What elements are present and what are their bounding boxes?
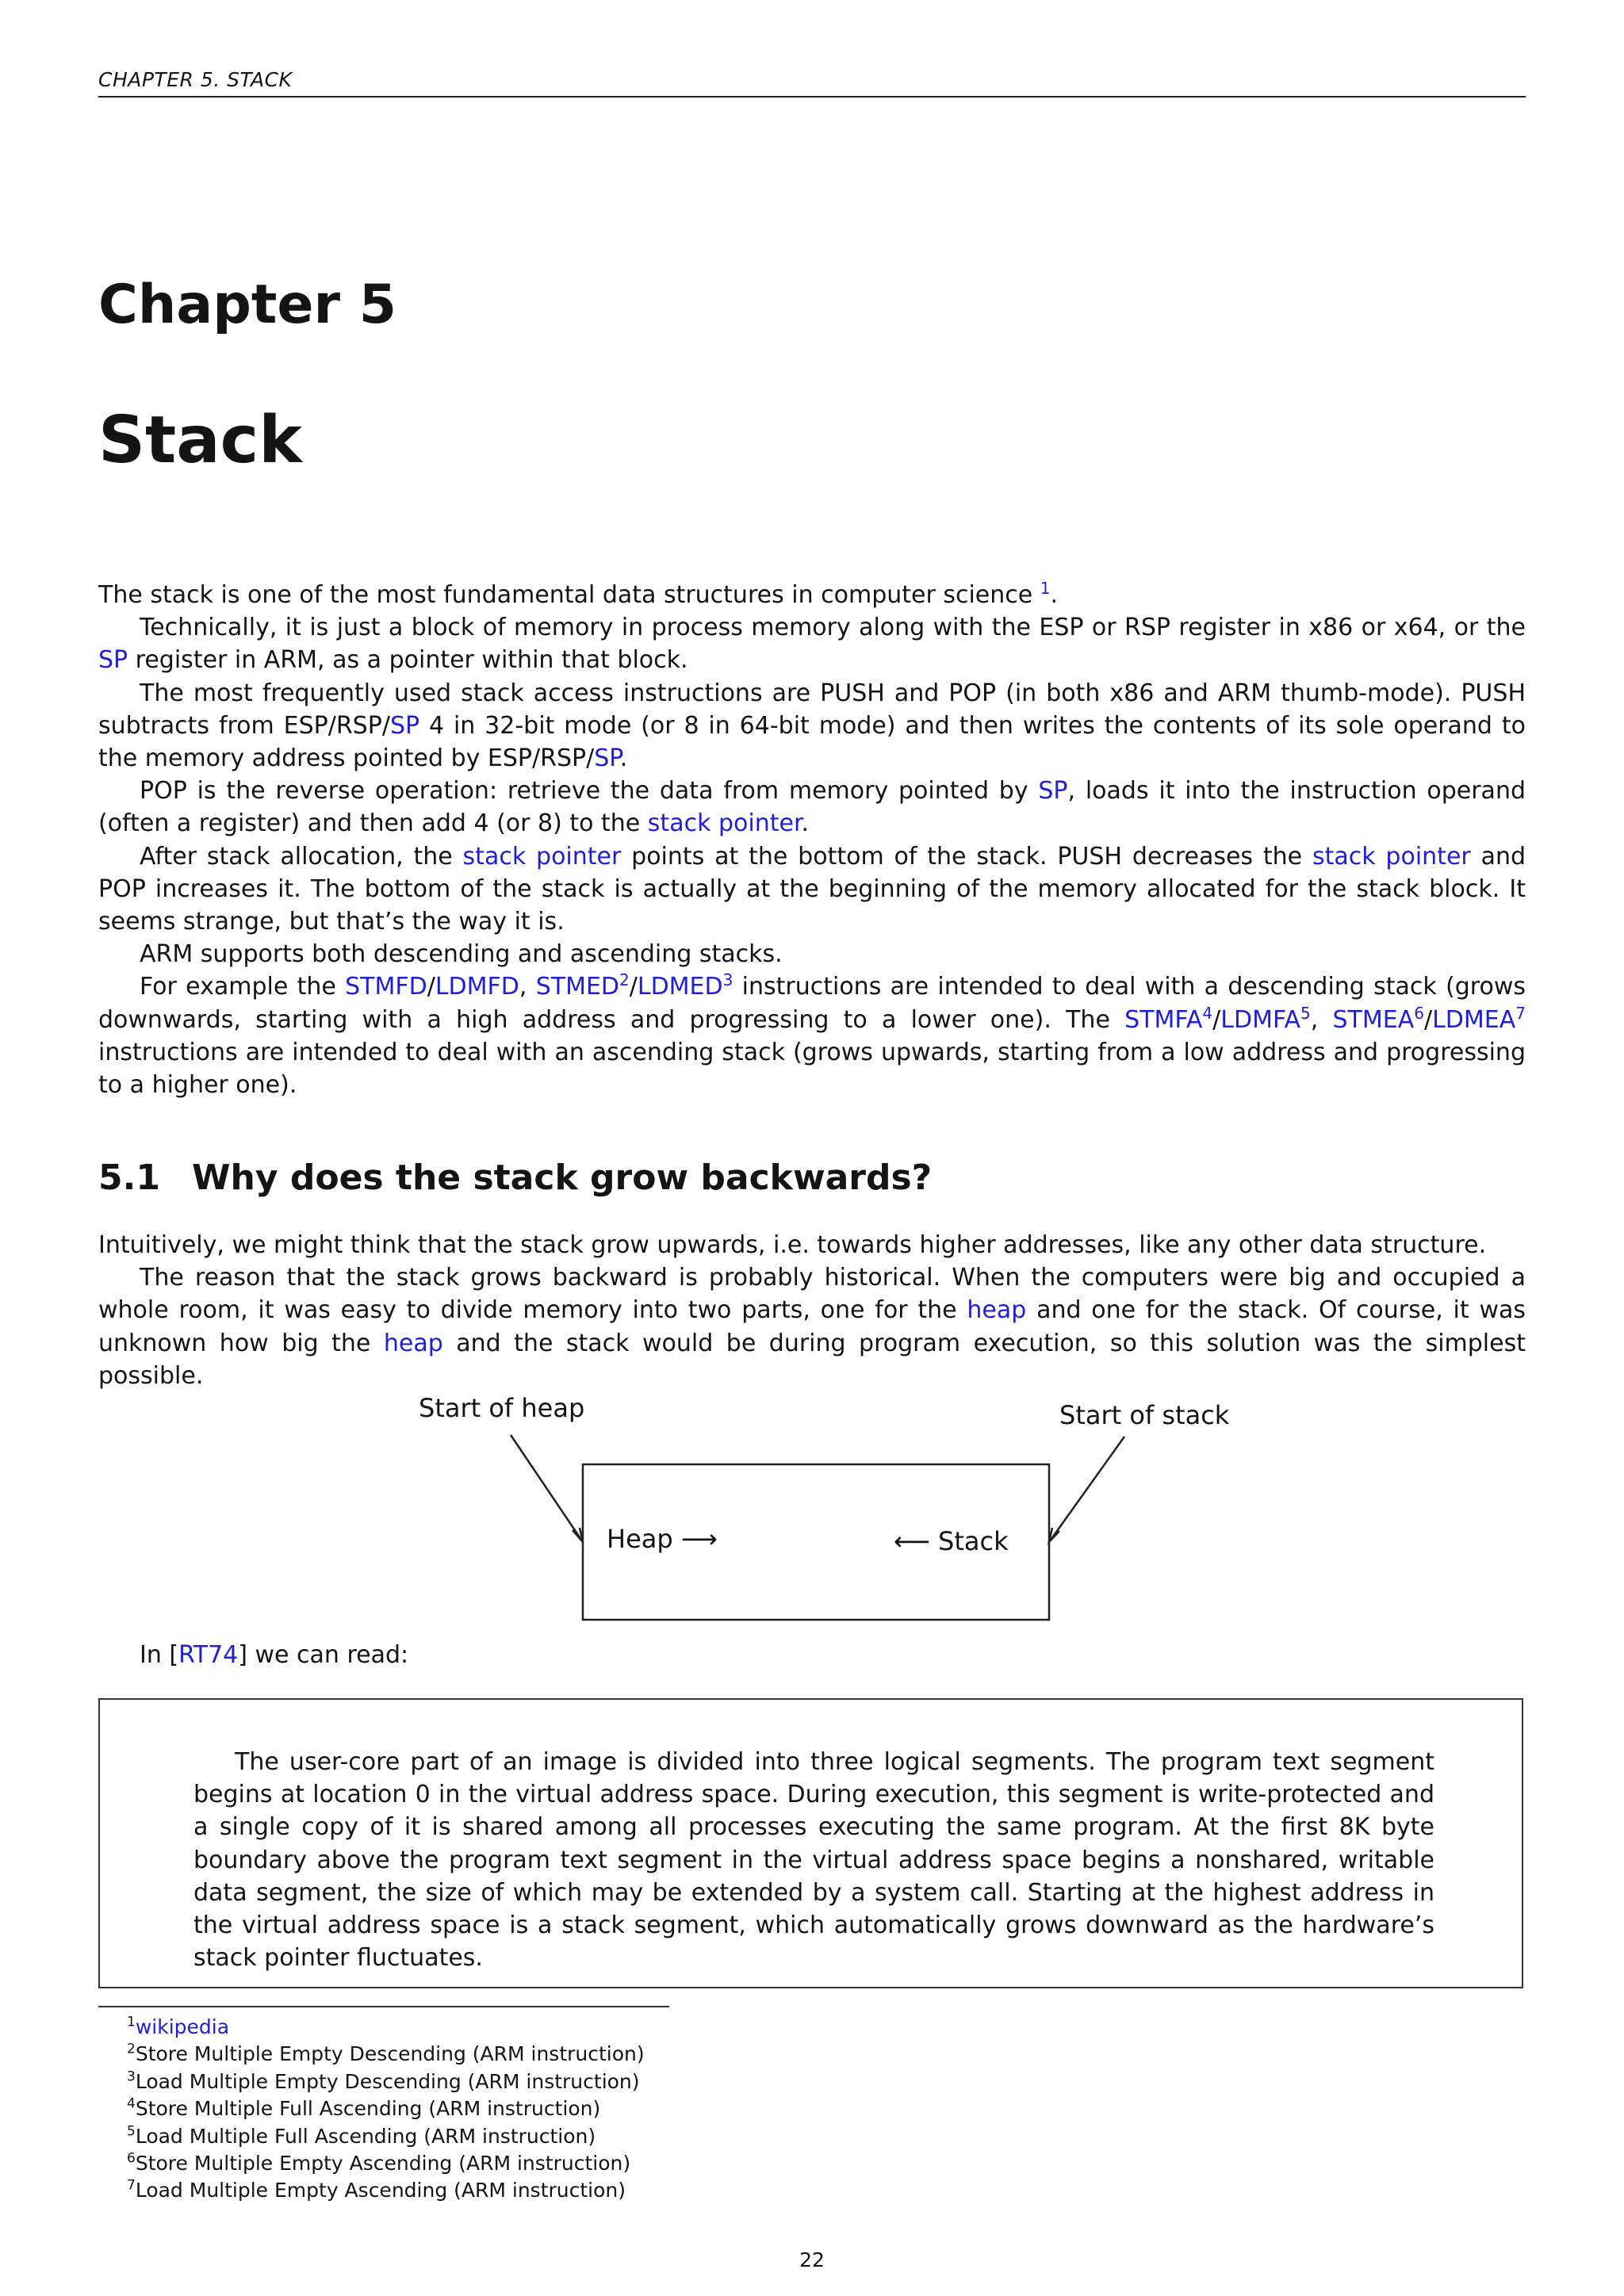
- stack-pointer-link[interactable]: stack pointer: [1312, 842, 1471, 871]
- heap-label: Heap ⟶: [607, 1524, 718, 1554]
- ldmed-link[interactable]: LDMED: [637, 973, 723, 1001]
- start-of-heap-pointer: [511, 1435, 583, 1542]
- heap-link[interactable]: heap: [383, 1329, 443, 1357]
- stack-pointer-link[interactable]: stack pointer: [462, 842, 622, 871]
- footnote-ref-5[interactable]: 5: [1300, 1003, 1311, 1023]
- start-of-stack-arrowhead: [1049, 1528, 1059, 1542]
- sp-link[interactable]: SP: [1038, 777, 1068, 806]
- footnote: $^1$wikipedia: [127, 2014, 230, 2038]
- intro-text: [98, 579, 1526, 1101]
- start-of-heap-label: Start of heap: [419, 1393, 585, 1423]
- quote-intro: In [RT74] we can read:: [140, 1641, 409, 1669]
- intro-paragraph-7: For example the STMFD/LDMFD, STMED$^2$/LDMED$^3$ instructions are intended to deal with a descending stack (grows downwards, starting with a high address and progressing to a lower one). The STMFA$^4$/LDMFA$^5$, STMEA$^6$/LDMEA$^7$ instructions are intended to deal with an ascending stack (grows upwards, starting from a low address and progressing to a higher one).: [98, 970, 1526, 1100]
- footnote: $^3$Load Multiple Empty Descending (ARM instruction): [127, 2068, 640, 2093]
- footnote-ref-3[interactable]: 3: [722, 970, 733, 990]
- start-of-heap-arrowhead: [573, 1528, 583, 1542]
- footnote-rule: [98, 2006, 669, 2007]
- heap-growth-arrow: ⟶: [680, 1524, 718, 1554]
- intro-paragraph-5: After stack allocation, the stack pointer points at the bottom of the stack. PUSH decreases the stack pointer and POP increases it. The bottom of the stack is actually at the beginning of the memory allocated for the stack block. It seems strange, but that’s the way it is.: [98, 842, 1526, 936]
- ldmfa-link[interactable]: LDMFA: [1220, 1005, 1300, 1034]
- footnote-ref-2[interactable]: 2: [619, 970, 630, 990]
- stmfa-link[interactable]: STMFA: [1124, 1005, 1203, 1034]
- footnote: $^6$Store Multiple Empty Ascending (ARM instruction): [127, 2150, 631, 2175]
- intro-paragraph-1: The stack is one of the most fundamental data structures in computer science $^1$.: [98, 579, 1059, 609]
- ldmfd-link[interactable]: LDMFD: [435, 973, 519, 1001]
- section-heading: [98, 1158, 932, 1198]
- rt74-citation-link[interactable]: RT74: [178, 1641, 239, 1669]
- quote-box: [98, 1698, 1523, 1988]
- heap-link[interactable]: heap: [967, 1296, 1027, 1325]
- footnote-ref-4[interactable]: 4: [1202, 1003, 1213, 1023]
- section-number: 5.1: [98, 1158, 160, 1198]
- chapter-label: Chapter 5: [98, 274, 397, 336]
- page-number: 22: [799, 2248, 825, 2271]
- footnote: $^7$Load Multiple Empty Ascending (ARM instruction): [127, 2178, 626, 2202]
- stmfd-link[interactable]: STMFD: [345, 973, 427, 1001]
- intro-paragraph-3: The most frequently used stack access instructions are PUSH and POP (in both x86 and ARM thumb-mode). PUSH subtracts from ESP/RSP/SP 4 in 32-bit mode (or 8 in 64-bit mode) and then writes the contents of its sole operand to the memory address pointed by ESP/RSP/SP.: [98, 679, 1526, 773]
- footnote-ref-1[interactable]: 1: [1040, 579, 1051, 598]
- footnote-ref-7[interactable]: 7: [1515, 1003, 1526, 1023]
- ldmea-link[interactable]: LDMEA: [1432, 1005, 1516, 1034]
- section-text: [98, 1229, 1526, 1392]
- chapter-title: Stack: [98, 403, 302, 478]
- sp-link[interactable]: SP: [389, 711, 420, 740]
- intro-paragraph-4: POP is the reverse operation: retrieve the data from memory pointed by SP, loads it into the instruction operand (often a register) and then add 4 (or 8) to the stack pointer.: [98, 777, 1526, 838]
- footnote-ref-6[interactable]: 6: [1414, 1003, 1424, 1023]
- start-of-stack-label: Start of stack: [1059, 1400, 1230, 1430]
- sp-link[interactable]: SP: [98, 646, 128, 675]
- wikipedia-link[interactable]: wikipedia: [135, 2015, 230, 2038]
- quote-text: The user-core part of an image is divided into three logical segments. The program text segment begins at location 0 in the virtual address space. During execution, this segment is write-protected and a single copy of it is shared among all processes executing the same program. At the first 8K byte boundary above the program text segment in the virtual address space begins a nonshared, writable data segment, the size of which may be extended by a system call. Starting at the highest address in the virtual address space is a stack segment, which automatically grows downward as the hardware’s stack pointer fluctuates.: [193, 1748, 1434, 1973]
- stack-pointer-link[interactable]: stack pointer: [647, 809, 802, 838]
- footnote: $^5$Load Multiple Full Ascending (ARM instruction): [127, 2123, 596, 2148]
- sp-link[interactable]: SP: [594, 744, 620, 773]
- stmed-link[interactable]: STMED: [535, 973, 620, 1001]
- section-paragraph-1: Intuitively, we might think that the stack grow upwards, i.e. towards higher addresses, like any other data structure.: [98, 1231, 1487, 1259]
- start-of-stack-pointer: [1049, 1437, 1124, 1542]
- intro-paragraph-6: ARM supports both descending and ascending stacks.: [140, 940, 783, 969]
- footnotes: [127, 2014, 645, 2205]
- section-title: Why does the stack grow backwards?: [192, 1158, 933, 1198]
- stmea-link[interactable]: STMEA: [1332, 1005, 1415, 1034]
- stack-growth-arrow: ⟵: [894, 1526, 930, 1556]
- footnote: $^2$Store Multiple Empty Descending (ARM instruction): [127, 2042, 645, 2066]
- intro-paragraph-2: Technically, it is just a block of memory in process memory along with the ESP or RSP register in x86 or x64, or the SP register in ARM, as a pointer within that block.: [98, 614, 1526, 675]
- stack-label: ⟵ Stack: [894, 1526, 1009, 1556]
- running-head: CHAPTER 5. STACK: [98, 68, 1526, 98]
- section-paragraph-2: The reason that the stack grows backward is probably historical. When the computers were big and occupied a whole room, it was easy to divide memory into two parts, one for the heap and one for the stack. Of course, it was unknown how big the heap and the stack would be during program execution, so this solution was the simplest possible.: [98, 1264, 1526, 1390]
- footnote: $^4$Store Multiple Full Ascending (ARM instruction): [127, 2095, 601, 2121]
